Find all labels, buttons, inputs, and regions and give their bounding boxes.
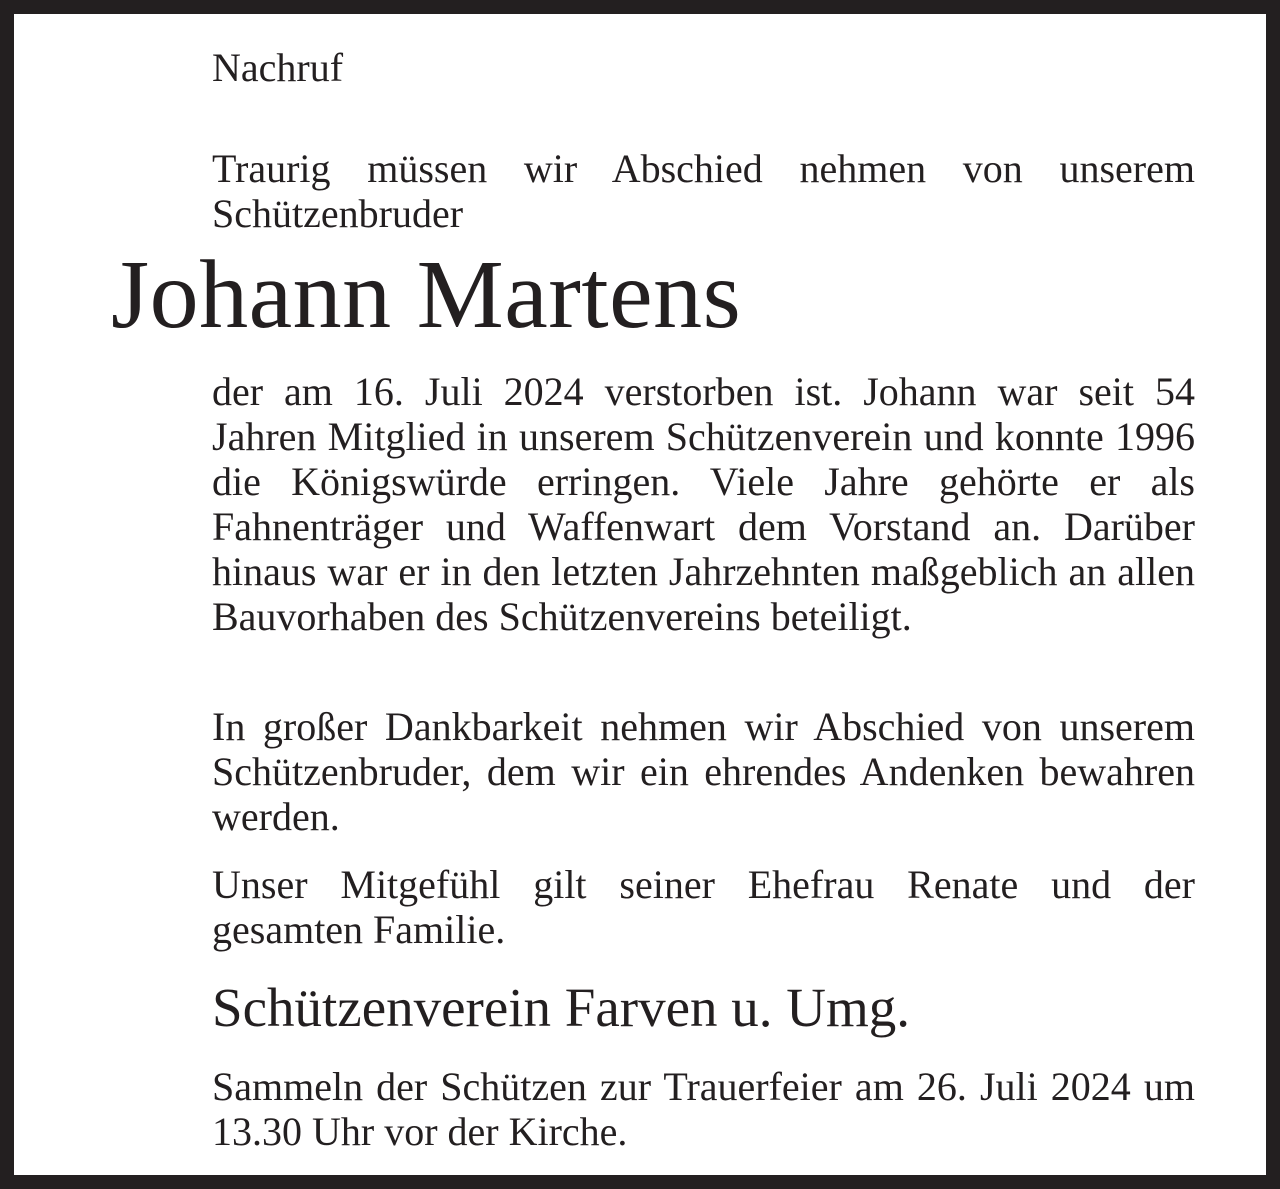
notice-heading: Nachruf	[212, 45, 344, 90]
gratitude-paragraph: In großer Dankbarkeit nehmen wir Abschied von unserem Schützenbruder, dem wir ein ehrendes Andenken bewahren werden.	[212, 704, 1195, 839]
club-signature: Schützenverein Farven u. Umg.	[212, 977, 911, 1038]
biography-paragraph: der am 16. Juli 2024 verstorben ist. Johann war seit 54 Jahren Mitglied in unserem Schützenverein und konnte 1996 die Königswürde erringen. Viele Jahre gehörte er als Fahnenträger und Waffenwart dem Vorstand an. Darüber hinaus war er in den letzten Jahrzehnten maßgeblich an allen Bauvorhaben des Schützenvereins beteiligt.	[212, 369, 1195, 639]
condolence-paragraph: Unser Mitgefühl gilt seiner Ehefrau Renate und der gesamten Familie.	[212, 862, 1195, 952]
intro-text: Traurig müssen wir Abschied nehmen von unserem Schützenbruder	[212, 146, 1195, 236]
obituary-notice	[14, 14, 1266, 1175]
deceased-name: Johann Martens	[111, 241, 742, 349]
assembly-info: Sammeln der Schützen zur Trauerfeier am 26. Juli 2024 um 13.30 Uhr vor der Kirche.	[212, 1064, 1195, 1154]
